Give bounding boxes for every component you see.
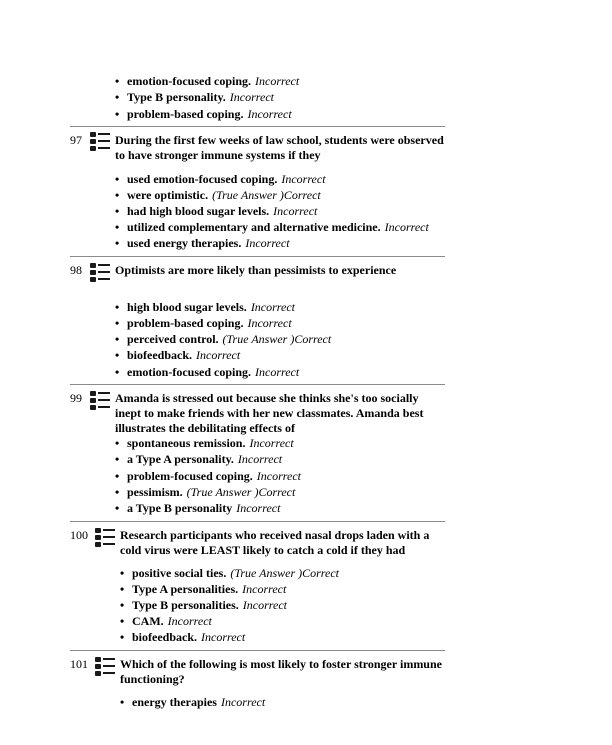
- answer-option: • biofeedback. Incorrect: [115, 348, 241, 362]
- answer-option: • high blood sugar levels. Incorrect: [115, 300, 296, 314]
- list-icon: [89, 131, 111, 153]
- answer-option: • utilized complementary and alternative medicine. Incorrect: [115, 220, 429, 234]
- question-text: During the first few weeks of law school, students were observed to have stronger immune systems if they: [115, 133, 444, 162]
- answer-option: • emotion-focused coping. Incorrect: [115, 74, 300, 88]
- answer-option: • had high blood sugar levels. Incorrect: [115, 204, 318, 218]
- question-text: Which of the following is most likely to foster stronger immune functioning?: [120, 657, 442, 686]
- answer-option: • used emotion-focused coping. Incorrect: [115, 172, 326, 186]
- list-icon: [89, 390, 111, 412]
- answer-option: • Type B personality. Incorrect: [115, 90, 274, 104]
- question-text: Research participants who received nasal drops laden with a cold virus were LEAST likely to catch a cold if they had: [120, 528, 430, 557]
- list-icon: [94, 527, 116, 549]
- answer-option: • used energy therapies. Incorrect: [115, 236, 290, 250]
- answer-option: • Type B personalities. Incorrect: [120, 598, 287, 612]
- question-number: 98: [70, 263, 82, 277]
- question-number: 100: [70, 528, 88, 542]
- answer-option: • positive social ties. (True Answer )Correct: [120, 566, 339, 580]
- list-icon: [89, 262, 111, 284]
- answer-option: • Type A personalities. Incorrect: [120, 582, 287, 596]
- answer-option: • energy therapies Incorrect: [120, 695, 266, 709]
- list-icon: [94, 656, 116, 678]
- question-divider: [70, 384, 445, 385]
- answer-option: • CAM. Incorrect: [120, 614, 212, 628]
- question-number: 97: [70, 133, 82, 147]
- question-divider: [70, 256, 445, 257]
- answer-option: • problem-based coping. Incorrect: [115, 316, 292, 330]
- answer-option: • were optimistic. (True Answer )Correct: [115, 188, 321, 202]
- answer-option: • emotion-focused coping. Incorrect: [115, 365, 300, 379]
- answer-option: • a Type B personality Incorrect: [115, 501, 281, 515]
- answer-option: • perceived control. (True Answer )Correct: [115, 332, 332, 346]
- answer-option: • biofeedback. Incorrect: [120, 630, 246, 644]
- answer-option: • problem-focused coping. Incorrect: [115, 469, 301, 483]
- question-text: Optimists are more likely than pessimists to experience: [115, 263, 397, 277]
- answer-option: • problem-based coping. Incorrect: [115, 107, 292, 121]
- question-divider: [70, 521, 445, 522]
- answer-option: • a Type A personality. Incorrect: [115, 452, 283, 466]
- answer-option: • spontaneous remission. Incorrect: [115, 436, 294, 450]
- question-number: 99: [70, 391, 82, 405]
- answer-option: • pessimism. (True Answer )Correct: [115, 485, 296, 499]
- question-text: Amanda is stressed out because she thinks she's too socially inept to make friends with her new classmates. Amanda best illustrates the debilitating effects of: [115, 391, 424, 435]
- question-divider: [70, 650, 445, 651]
- question-number: 101: [70, 657, 88, 671]
- question-divider: [70, 126, 445, 127]
